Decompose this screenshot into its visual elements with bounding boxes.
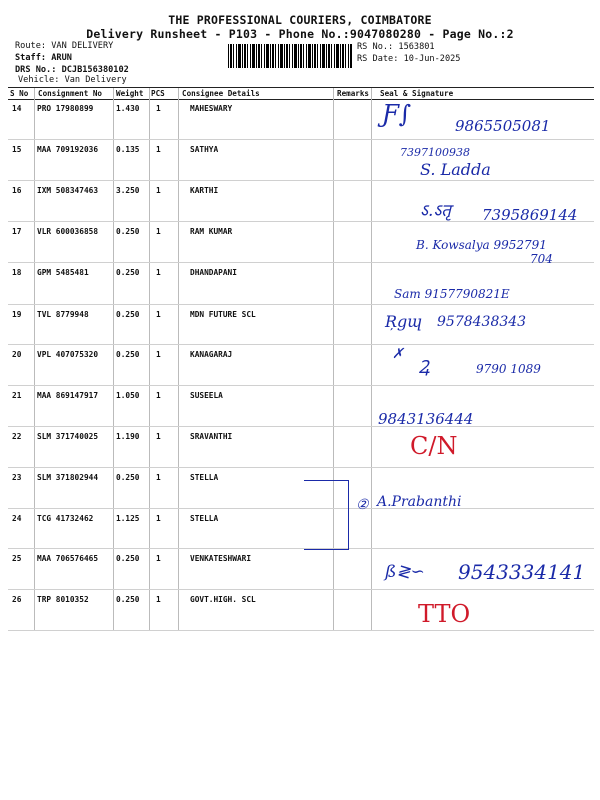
col-header-remarks: Remarks xyxy=(337,89,370,98)
signature-mark-20b: Ꝝ xyxy=(418,357,430,378)
table-row xyxy=(0,145,600,165)
row-consignment-no: GPM 5485481 xyxy=(37,268,89,277)
row-sno: 18 xyxy=(12,268,22,277)
col-header-pcs: PCS xyxy=(151,89,165,98)
row-consignee: STELLA xyxy=(190,473,219,482)
row-pcs: 1 xyxy=(156,473,161,482)
row-divider xyxy=(8,508,594,509)
table-row xyxy=(0,473,600,493)
table-row xyxy=(0,186,600,206)
row-weight: 0.250 xyxy=(116,227,140,236)
row-divider xyxy=(8,139,594,140)
table-bottom-rule xyxy=(8,630,594,631)
row-divider xyxy=(8,385,594,386)
row-consignment-no: MAA 706576465 xyxy=(37,554,99,563)
row-pcs: 1 xyxy=(156,595,161,604)
signature-phone-14: 9865505081 xyxy=(455,117,551,135)
row-consignee: MDN FUTURE SCL xyxy=(190,310,256,319)
signature-mark-20a: ✗ xyxy=(392,346,404,362)
row-pcs: 1 xyxy=(156,268,161,277)
row-consignment-no: TRP 8010352 xyxy=(37,595,89,604)
signature-mark-16: ऽ.ऽतृ xyxy=(420,201,451,221)
row-weight: 3.250 xyxy=(116,186,140,195)
row-sno: 16 xyxy=(12,186,22,195)
row-weight: 0.250 xyxy=(116,268,140,277)
row-pcs: 1 xyxy=(156,391,161,400)
row-consignee: SUSEELA xyxy=(190,391,223,400)
table-row xyxy=(0,514,600,534)
staff-label: Staff: xyxy=(15,53,47,63)
row-pcs: 1 xyxy=(156,310,161,319)
row-divider xyxy=(8,304,594,305)
row-consignee: VENKATESHWARI xyxy=(190,554,252,563)
row-pcs: 1 xyxy=(156,227,161,236)
signature-name-17: B. Kowsalya 9952791 xyxy=(416,238,547,252)
signature-phone-15: 7397100938 xyxy=(400,146,470,159)
staff-name: ARUN xyxy=(51,53,72,63)
signature-name-23: A.Prabanthi xyxy=(377,494,462,510)
row-consignee: KANAGARAJ xyxy=(190,350,233,359)
row-consignment-no: VLR 600036858 xyxy=(37,227,99,236)
signature-tto-26: TTO xyxy=(418,600,471,628)
row-weight: 0.250 xyxy=(116,310,140,319)
row-divider xyxy=(8,548,594,549)
row-pcs: 1 xyxy=(156,432,161,441)
drs-number: DRS No.: DCJB156380102 xyxy=(15,65,129,75)
barcode-image xyxy=(228,44,352,68)
row-weight: 1.190 xyxy=(116,432,140,441)
signature-bracket xyxy=(304,480,349,550)
row-pcs: 1 xyxy=(156,514,161,523)
signature-phone-19: 9578438343 xyxy=(437,314,527,330)
row-weight: 0.250 xyxy=(116,554,140,563)
row-consignment-no: SLM 371802944 xyxy=(37,473,99,482)
col-header-seal-signature: Seal & Signature xyxy=(380,89,454,98)
rs-number: RS No.: 1563801 xyxy=(357,42,435,52)
row-consignment-no: MAA 709192036 xyxy=(37,145,99,154)
row-pcs: 1 xyxy=(156,186,161,195)
row-sno: 25 xyxy=(12,554,22,563)
row-consignee: DHANDAPANI xyxy=(190,268,237,277)
runsheet-subtitle: Delivery Runsheet - P103 - Phone No.:9047080280 - Page No.:2 xyxy=(86,27,514,41)
row-sno: 14 xyxy=(12,104,22,113)
row-pcs: 1 xyxy=(156,350,161,359)
row-weight: 0.250 xyxy=(116,473,140,482)
row-divider xyxy=(8,262,594,263)
table-row xyxy=(0,595,600,615)
row-consignee: GOVT.HIGH. SCL xyxy=(190,595,256,604)
row-weight: 1.125 xyxy=(116,514,140,523)
col-header-consignment: Consignment No xyxy=(38,89,103,98)
row-weight: 0.135 xyxy=(116,145,140,154)
vehicle-text: Vehicle: Van Delivery xyxy=(18,75,127,85)
table-row xyxy=(0,432,600,452)
row-weight: 1.430 xyxy=(116,104,140,113)
signature-extra-17: 704 xyxy=(530,252,553,266)
signature-mark-23: ② xyxy=(356,497,369,513)
row-consignee: SRAVANTHI xyxy=(190,432,233,441)
row-sno: 26 xyxy=(12,595,22,604)
row-pcs: 1 xyxy=(156,145,161,154)
row-consignment-no: IXM 508347463 xyxy=(37,186,99,195)
signature-phone-20: 9790 1089 xyxy=(476,362,541,376)
row-divider xyxy=(8,180,594,181)
row-consignee: KARTHI xyxy=(190,186,219,195)
row-sno: 17 xyxy=(12,227,22,236)
signature-cn-22: C/N xyxy=(410,432,458,460)
signature-mark-19: Ŗgɰ xyxy=(385,312,423,331)
rs-date: RS Date: 10-Jun-2025 xyxy=(357,54,461,64)
row-sno: 19 xyxy=(12,310,22,319)
row-divider xyxy=(8,426,594,427)
col-header-consignee: Consignee Details xyxy=(182,89,260,98)
table-row xyxy=(0,268,600,288)
row-sno: 21 xyxy=(12,391,22,400)
signature-phone-21: 9843136444 xyxy=(378,410,474,428)
row-divider xyxy=(8,589,594,590)
col-header-weight: Weight xyxy=(116,89,144,98)
company-title: THE PROFESSIONAL COURIERS, COIMBATORE xyxy=(168,13,432,27)
signature-phone-16: 7395869144 xyxy=(482,206,578,224)
staff-row xyxy=(15,53,72,63)
row-sno: 23 xyxy=(12,473,22,482)
row-weight: 1.050 xyxy=(116,391,140,400)
row-consignee: RAM KUMAR xyxy=(190,227,233,236)
table-top-rule xyxy=(8,87,594,88)
row-sno: 15 xyxy=(12,145,22,154)
row-sno: 22 xyxy=(12,432,22,441)
col-header-sno: S No xyxy=(10,89,29,98)
table-row xyxy=(0,391,600,411)
signature-name-15: S. Ladda xyxy=(420,160,491,179)
row-sno: 20 xyxy=(12,350,22,359)
row-consignment-no: SLM 371740025 xyxy=(37,432,99,441)
row-consignment-no: TVL 8779948 xyxy=(37,310,89,319)
row-consignment-no: MAA 869147917 xyxy=(37,391,99,400)
row-weight: 0.250 xyxy=(116,350,140,359)
route-text: Route: VAN DELIVERY xyxy=(15,41,114,51)
row-divider xyxy=(8,344,594,345)
row-consignee: SATHYA xyxy=(190,145,219,154)
signature-name-18: Sam 9157790821E xyxy=(394,287,510,301)
signature-mark-14: Ƒ∫ xyxy=(382,100,412,128)
row-consignee: MAHESWARY xyxy=(190,104,233,113)
signature-mark-25: ß≷∽ xyxy=(385,562,425,582)
row-consignee: STELLA xyxy=(190,514,219,523)
row-pcs: 1 xyxy=(156,104,161,113)
row-pcs: 1 xyxy=(156,554,161,563)
row-sno: 24 xyxy=(12,514,22,523)
row-consignment-no: VPL 407075320 xyxy=(37,350,99,359)
header-bottom-rule xyxy=(8,99,594,100)
row-weight: 0.250 xyxy=(116,595,140,604)
row-consignment-no: PRO 17980899 xyxy=(37,104,94,113)
row-consignment-no: TCG 41732462 xyxy=(37,514,94,523)
row-divider xyxy=(8,467,594,468)
signature-phone-25: 9543334141 xyxy=(458,560,586,584)
